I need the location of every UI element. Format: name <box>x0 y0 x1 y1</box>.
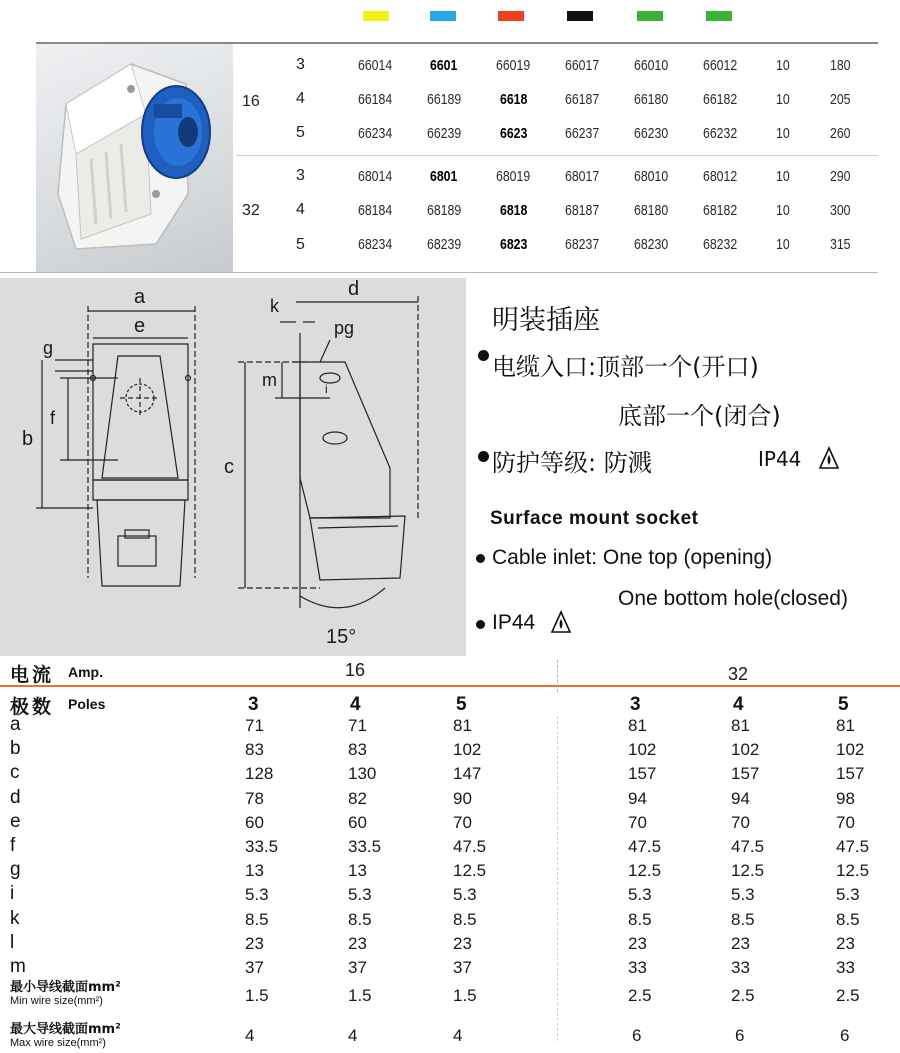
spec-cell: 90 <box>453 788 472 808</box>
spec-cell: 12.5 <box>628 861 662 881</box>
poles-header: 4 <box>733 694 744 715</box>
cable-inlet-cn-2: 底部一个(闭合) <box>618 402 781 430</box>
dim-label-a: a <box>134 286 146 308</box>
spec-cell: 157 <box>731 764 760 784</box>
code-cell: 68019 <box>496 168 531 185</box>
spec-cell: 8.5 <box>628 909 652 929</box>
spec-cell: 5.3 <box>628 885 652 905</box>
color-swatch-black <box>567 11 593 21</box>
color-swatch-green-2 <box>706 11 732 21</box>
max-wire-label-en: Max wire size(mm²) <box>10 1037 106 1049</box>
price-cell: 205 <box>830 91 851 108</box>
spec-cell: 98 <box>836 788 855 808</box>
price-code-section <box>0 0 900 278</box>
spec-cell: 23 <box>628 933 647 953</box>
group-divider <box>236 155 878 156</box>
spec-cell: 37 <box>348 958 367 977</box>
pole-label: 4 <box>296 201 305 218</box>
spec-cell: 23 <box>348 933 367 953</box>
description-title-en: Surface mount socket <box>490 508 699 529</box>
column-divider <box>557 660 558 692</box>
spec-cell: 82 <box>348 788 367 808</box>
poles-header: 5 <box>838 694 849 715</box>
code-cell: 66187 <box>565 91 600 108</box>
dimension-drawing <box>0 278 466 656</box>
spec-cell: 8.5 <box>245 909 269 929</box>
code-cell: 68184 <box>358 202 393 219</box>
code-cell-highlight: 6818 <box>500 202 528 219</box>
pole-label: 5 <box>296 236 305 253</box>
code-cell: 66237 <box>565 125 600 142</box>
spec-cell: 47.5 <box>836 837 870 856</box>
code-cell: 68014 <box>358 168 393 185</box>
qty-cell: 10 <box>776 168 790 185</box>
spec-cell: 70 <box>628 812 647 832</box>
spec-cell: 47.5 <box>731 837 765 856</box>
spec-cell: 60 <box>348 812 367 832</box>
spec-cell: 33 <box>836 958 855 977</box>
spec-cell: 33.5 <box>245 837 279 856</box>
dim-label-i: i <box>325 382 328 396</box>
spec-cell: 8.5 <box>731 909 755 929</box>
amp-label-cn: 电流 <box>10 664 55 686</box>
spec-cell: 81 <box>836 716 855 735</box>
code-cell: 66017 <box>565 57 600 74</box>
spec-cell: 5.3 <box>348 885 372 905</box>
code-cell: 66010 <box>634 57 669 74</box>
color-swatch-blue <box>430 11 456 21</box>
spec-cell: 71 <box>245 716 264 735</box>
code-cell: 68237 <box>565 236 600 253</box>
spec-row-label: m <box>10 956 26 977</box>
dim-label-k: k <box>270 296 279 316</box>
spec-cell: 78 <box>245 788 264 808</box>
code-cell: 68187 <box>565 202 600 219</box>
code-cell: 66019 <box>496 57 531 74</box>
dim-label-f: f <box>50 408 56 428</box>
spec-cell: 157 <box>836 764 865 784</box>
spec-cell: 130 <box>348 764 377 784</box>
bullet-icon <box>478 350 489 361</box>
code-cell: 68230 <box>634 236 669 253</box>
code-cell-highlight: 6618 <box>500 91 528 108</box>
dim-label-c: c <box>224 456 234 478</box>
spec-row-label: i <box>10 883 15 905</box>
column-divider <box>557 716 558 1041</box>
spec-cell: 23 <box>731 933 750 953</box>
amp-16-label: 16 <box>242 93 260 110</box>
code-cell-highlight: 6623 <box>500 125 528 142</box>
code-cell: 68010 <box>634 168 669 185</box>
price-cell: 290 <box>830 168 851 185</box>
max-wire-cell: 6 <box>840 1026 850 1045</box>
code-cell: 68180 <box>634 202 669 219</box>
spec-cell: 8.5 <box>836 909 860 929</box>
spec-cell: 83 <box>245 740 264 760</box>
bullet-icon <box>478 451 489 462</box>
min-wire-cell: 1.5 <box>245 986 269 1005</box>
spec-cell: 60 <box>245 812 264 832</box>
ip-rating: IP44 <box>758 447 802 471</box>
spec-row-label: k <box>10 907 20 929</box>
amp-32-label: 32 <box>242 202 260 219</box>
code-cell: 66180 <box>634 91 669 108</box>
qty-cell: 10 <box>776 236 790 253</box>
top-bottom-rule <box>0 272 878 273</box>
spec-cell: 12.5 <box>453 861 487 881</box>
spec-cell: 47.5 <box>453 837 487 856</box>
spec-cell: 81 <box>731 716 750 735</box>
spec-cell: 23 <box>453 933 472 953</box>
code-cell: 66189 <box>427 91 462 108</box>
spec-cell: 70 <box>453 812 472 832</box>
poles-label-cn: 极数 <box>10 696 55 718</box>
min-wire-label-cn: 最小导线截面mm² <box>10 980 121 995</box>
spec-cell: 147 <box>453 764 482 784</box>
spec-row-label: c <box>10 762 20 784</box>
dim-label-g: g <box>43 338 54 358</box>
spec-cell: 33.5 <box>348 837 382 856</box>
spec-cell: 5.3 <box>245 885 269 905</box>
cable-inlet-cn: 电缆入口:顶部一个(开口) <box>492 353 759 381</box>
spec-cell: 70 <box>731 812 750 832</box>
code-cell: 66014 <box>358 57 393 74</box>
spec-table <box>0 656 900 1053</box>
code-cell: 66182 <box>703 91 738 108</box>
spec-cell: 12.5 <box>836 861 870 881</box>
poles-header: 5 <box>456 694 467 715</box>
min-wire-cell: 2.5 <box>836 986 860 1005</box>
color-swatch-red <box>498 11 524 21</box>
spec-cell: 94 <box>628 788 647 808</box>
spec-cell: 5.3 <box>453 885 477 905</box>
max-wire-label-cn: 最大导线截面mm² <box>10 1022 121 1037</box>
code-cell: 68182 <box>703 202 738 219</box>
spec-cell: 102 <box>453 740 482 760</box>
pole-label: 3 <box>296 56 305 73</box>
qty-cell: 10 <box>776 125 790 142</box>
color-swatch-yellow <box>363 11 389 21</box>
price-cell: 300 <box>830 202 851 219</box>
dim-label-d: d <box>348 278 360 300</box>
pole-label: 5 <box>296 124 305 141</box>
spec-cell: 13 <box>245 861 264 881</box>
poles-header: 3 <box>630 694 641 715</box>
min-wire-cell: 2.5 <box>731 986 755 1005</box>
splash-icon <box>550 610 572 634</box>
spec-cell: 94 <box>731 788 750 808</box>
max-wire-cell: 6 <box>735 1026 745 1045</box>
min-wire-cell: 1.5 <box>348 986 372 1005</box>
code-cell: 68232 <box>703 236 738 253</box>
spec-cell: 102 <box>731 740 760 760</box>
spec-cell: 12.5 <box>731 861 765 881</box>
code-cell: 66232 <box>703 125 738 142</box>
max-wire-cell: 4 <box>453 1026 463 1045</box>
splash-icon <box>818 446 840 470</box>
spec-cell: 71 <box>348 716 367 735</box>
dim-label-pg: pg <box>334 318 355 338</box>
code-cell: 68017 <box>565 168 600 185</box>
spec-cell: 5.3 <box>731 885 755 905</box>
poles-label-en: Poles <box>68 696 106 712</box>
min-wire-cell: 1.5 <box>453 986 477 1005</box>
code-cell-highlight: 6823 <box>500 236 528 253</box>
spec-row-label: d <box>10 786 21 808</box>
code-cell: 66184 <box>358 91 393 108</box>
spec-cell: 33 <box>731 958 750 977</box>
spec-row-label: l <box>10 931 15 953</box>
spec-cell: 8.5 <box>348 909 372 929</box>
code-cell: 68234 <box>358 236 393 253</box>
price-cell: 315 <box>830 236 851 253</box>
spec-row-label: f <box>10 835 16 856</box>
product-photo <box>36 44 233 272</box>
amp-label-en: Amp. <box>68 664 103 680</box>
dim-label-b: b <box>22 428 34 450</box>
protection-level-cn: 防护等级: 防溅 <box>492 449 652 477</box>
spec-cell: 102 <box>628 740 657 760</box>
poles-header: 4 <box>350 694 361 715</box>
spec-cell: 23 <box>836 933 855 953</box>
price-cell: 260 <box>830 125 851 142</box>
code-cell: 68012 <box>703 168 738 185</box>
code-cell-highlight: 6601 <box>430 57 458 74</box>
spec-cell: 81 <box>453 716 472 735</box>
qty-cell: 10 <box>776 57 790 74</box>
color-swatch-green <box>637 11 663 21</box>
pole-label: 4 <box>296 90 305 107</box>
spec-row-label: g <box>10 859 21 881</box>
pole-label: 3 <box>296 167 305 184</box>
spec-row-label: a <box>10 714 21 735</box>
bullet-icon <box>476 620 485 629</box>
spec-cell: 33 <box>628 958 647 977</box>
code-cell: 68189 <box>427 202 462 219</box>
spec-cell: 81 <box>628 716 647 735</box>
code-cell: 66012 <box>703 57 738 74</box>
spec-cell: 8.5 <box>453 909 477 929</box>
max-wire-cell: 4 <box>348 1026 358 1045</box>
spec-cell: 13 <box>348 861 367 881</box>
spec-row-label: b <box>10 738 21 760</box>
spec-cell: 5.3 <box>836 885 860 905</box>
orange-rule <box>0 685 900 687</box>
spec-cell: 102 <box>836 740 865 760</box>
code-cell-highlight: 6801 <box>430 168 458 185</box>
min-wire-cell: 2.5 <box>628 986 652 1005</box>
cable-inlet-en: Cable inlet: One top (opening) <box>492 546 773 569</box>
amp-16-header: 16 <box>345 660 366 680</box>
code-cell: 68239 <box>427 236 462 253</box>
description-title-cn: 明装插座 <box>492 305 600 336</box>
spec-row-label: e <box>10 810 21 832</box>
amp-32-header: 32 <box>728 664 749 684</box>
bullet-icon <box>476 554 485 563</box>
spec-cell: 23 <box>245 933 264 953</box>
dim-label-e: e <box>134 315 146 337</box>
spec-cell: 47.5 <box>628 837 662 856</box>
cable-inlet-en-2: One bottom hole(closed) <box>618 587 848 610</box>
price-cell: 180 <box>830 57 851 74</box>
poles-header: 3 <box>248 694 259 715</box>
spec-cell: 128 <box>245 764 274 784</box>
qty-cell: 10 <box>776 202 790 219</box>
dim-label-m: m <box>262 370 277 390</box>
spec-cell: 83 <box>348 740 367 760</box>
max-wire-cell: 4 <box>245 1026 255 1045</box>
min-wire-label-en: Min wire size(mm²) <box>10 995 103 1007</box>
spec-cell: 37 <box>453 958 472 977</box>
qty-cell: 10 <box>776 91 790 108</box>
spec-cell: 37 <box>245 958 264 977</box>
code-cell: 66239 <box>427 125 462 142</box>
spec-cell: 157 <box>628 764 657 784</box>
spec-cell: 70 <box>836 812 855 832</box>
ip-rating-en: IP44 <box>492 611 536 634</box>
code-cell: 66234 <box>358 125 393 142</box>
angle-label: 15° <box>326 626 357 648</box>
max-wire-cell: 6 <box>632 1026 642 1045</box>
code-cell: 66230 <box>634 125 669 142</box>
